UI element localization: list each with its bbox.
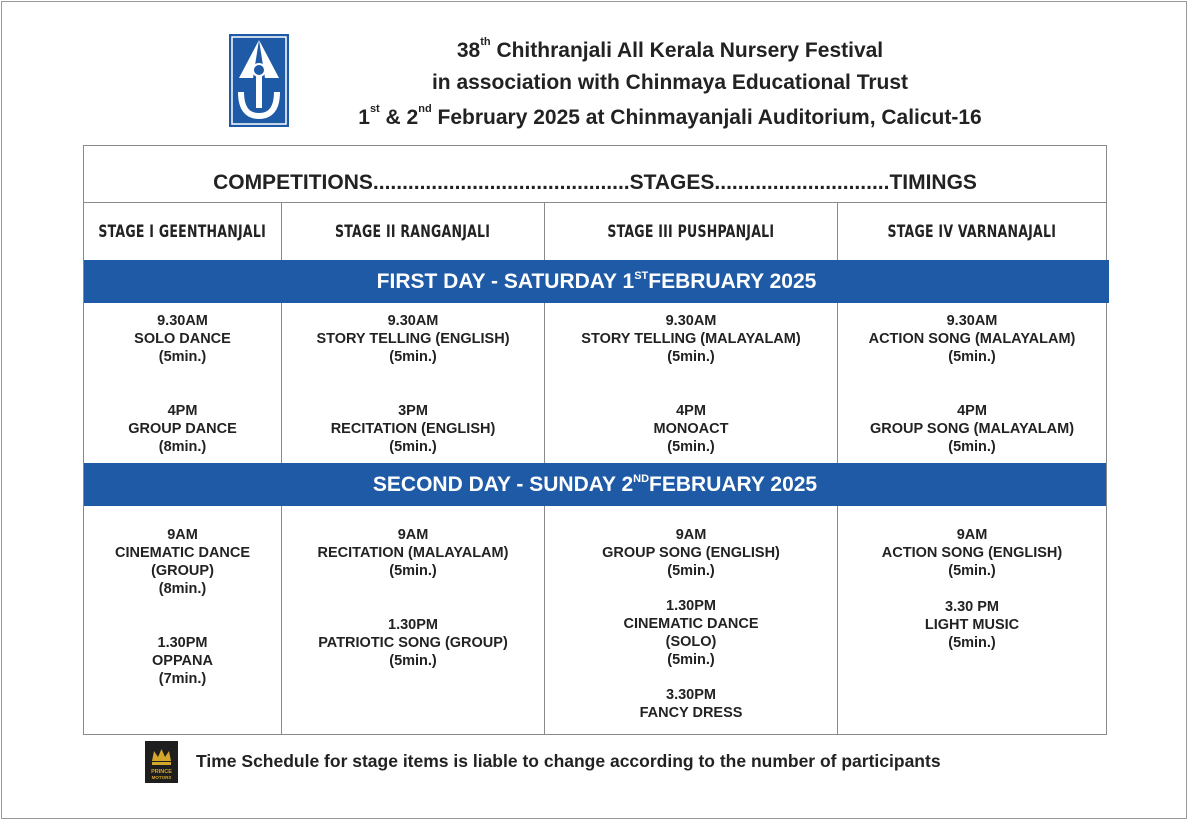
festival-dates-venue: 1st & 2nd February 2025 at Chinmayanjali Auditorium, Calicut-16: [358, 103, 982, 129]
list-item: 9AM GROUP SONG (ENGLISH) (5min.): [602, 527, 780, 579]
list-item: 3.30 PM LIGHT MUSIC (5min.): [924, 599, 1020, 651]
list-item: 9AM RECITATION (MALAYALAM) (5min.): [317, 527, 509, 579]
day1-stage2-cell: [282, 312, 544, 473]
day1-stage1-cell: [84, 312, 281, 473]
list-item: 1.30PM PATRIOTIC SONG (GROUP) (5min.): [318, 617, 508, 669]
schedule-disclaimer: Time Schedule for stage items is liable to change according to the number of participants: [196, 751, 941, 771]
list-item: 1.30PM CINEMATIC DANCE (SOLO) (5min.): [623, 598, 759, 668]
day2-band: SECOND DAY - SUNDAY 2 $^{ND}$ FEBRUARY 2025: [84, 463, 1106, 506]
schedule-table: [83, 145, 1107, 735]
chinmaya-logo-icon: [229, 34, 289, 127]
list-item: 4PM MONOACT (5min.): [653, 403, 729, 455]
list-item: 9.30AM STORY TELLING (ENGLISH) (5min.): [316, 313, 510, 365]
svg-text:MOTORS: MOTORS: [151, 775, 172, 780]
list-item: 3PM RECITATION (ENGLISH) (5min.): [330, 403, 496, 455]
list-item: 9.30AM STORY TELLING (MALAYALAM) (5min.): [581, 313, 801, 365]
day1-band: FIRST DAY - SATURDAY 1 $^{ST}$ FEBRUARY 2025: [84, 260, 1109, 303]
prince-motors-logo-icon: [145, 741, 178, 783]
list-item: 9AM CINEMATIC DANCE (GROUP) (8min.): [114, 527, 251, 597]
day1-stage4-cell: [838, 312, 1106, 473]
table-title: COMPETITIONS............................................STAGES..............................TIMINGS: [213, 171, 977, 194]
list-item: 3.30PM FANCY DRESS: [639, 687, 743, 721]
list-item: 9.30AM SOLO DANCE (5min.): [134, 313, 231, 365]
stage-header-1: STAGE I GEENTHANJALI: [98, 222, 267, 242]
svg-text:PRINCE: PRINCE: [151, 769, 172, 775]
list-item: 4PM GROUP DANCE (8min.): [128, 403, 237, 455]
table-title-row: [84, 146, 1106, 203]
stage-header-2: STAGE II RANGANJALI: [335, 222, 491, 242]
day2-stage2-cell: [282, 526, 544, 687]
stage-header-3: STAGE III PUSHPANJALI: [607, 222, 775, 242]
list-item: 9AM ACTION SONG (ENGLISH) (5min.): [881, 527, 1063, 579]
festival-title: 38th Chithranjali All Kerala Nursery Festival: [456, 36, 884, 62]
stage-header-4: STAGE IV VARNANAJALI: [887, 222, 1057, 242]
day2-stage3-cell: [545, 526, 837, 739]
day1-stage3-cell: [545, 312, 837, 473]
list-item: 1.30PM OPPANA (7min.): [152, 635, 213, 687]
festival-subtitle: in association with Chinmaya Educational Trust: [431, 71, 909, 94]
list-item: 4PM GROUP SONG (MALAYALAM) (5min.): [869, 403, 1075, 455]
list-item: 9.30AM ACTION SONG (MALAYALAM) (5min.): [868, 313, 1076, 365]
day2-stage4-cell: [838, 526, 1106, 669]
stage-header-row: [84, 203, 1106, 261]
day2-stage1-cell: [84, 526, 281, 705]
